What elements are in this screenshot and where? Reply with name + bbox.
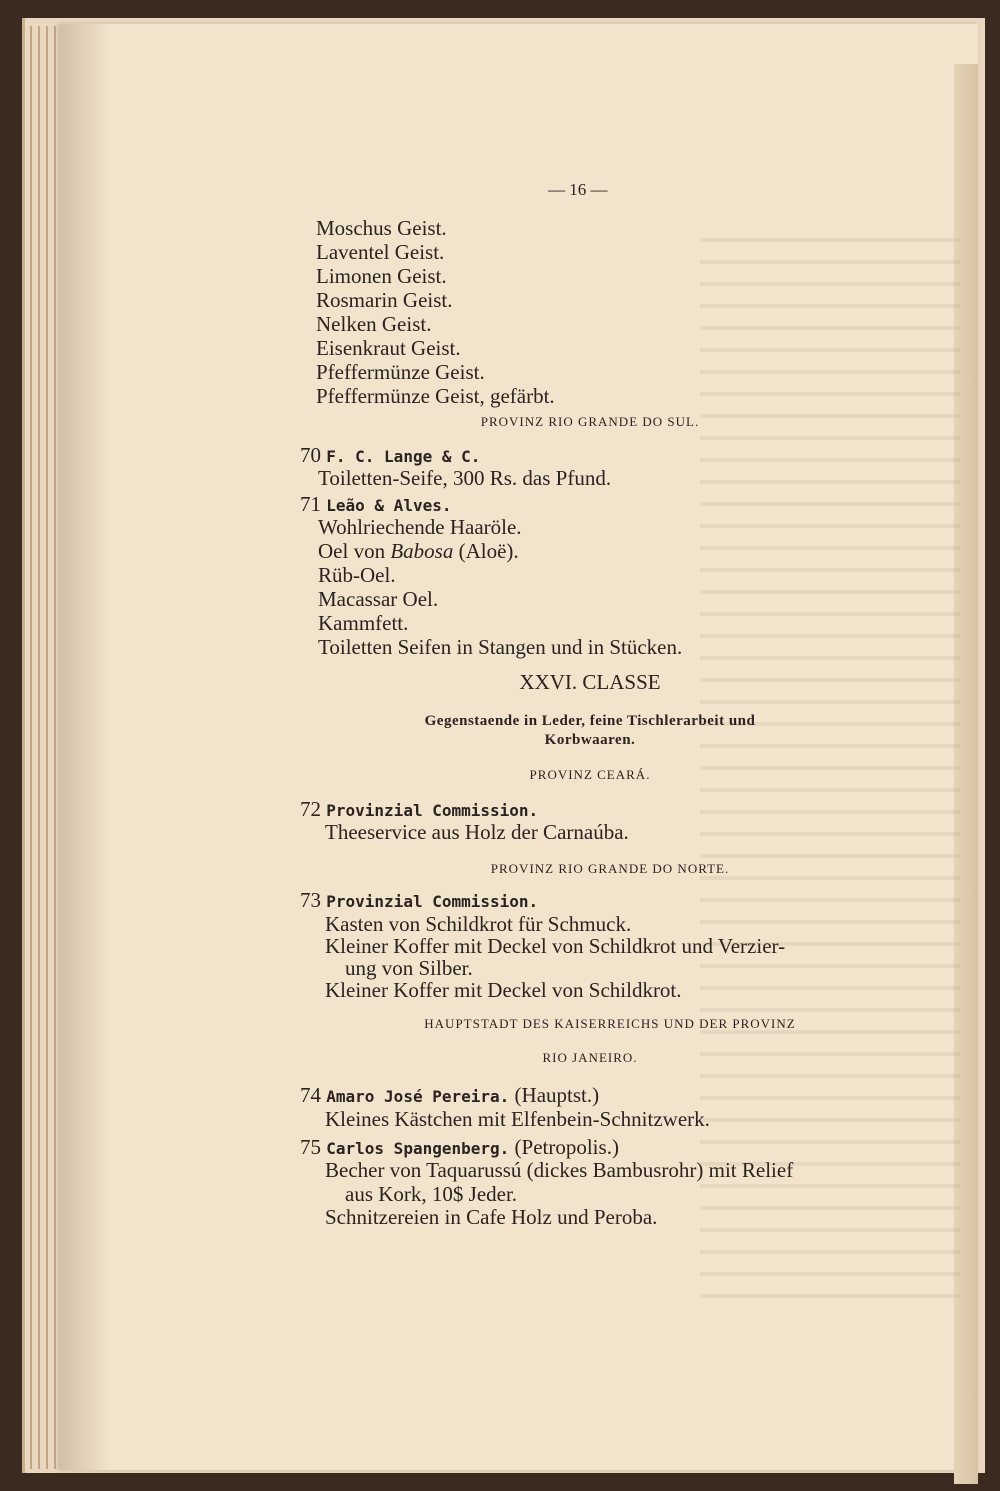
section-heading: PROVINZ RIO GRANDE DO SUL. [480, 414, 700, 429]
list-item: Pfeffermünze Geist, gefärbt. [316, 384, 555, 408]
entry-number: 73 [300, 888, 321, 912]
list-item: Limonen Geist. [316, 264, 447, 288]
entry-number: 71 [300, 492, 321, 516]
location: (Hauptst.) [509, 1083, 600, 1107]
classe-subtitle: Gegenstaende in Leder, feine Tischlerarbeit und [424, 713, 756, 729]
entry-line: Kleiner Koffer mit Deckel von Schildkrot und Verzier- [325, 934, 786, 958]
entry-line: Wohlriechende Haaröle. [318, 515, 522, 539]
list-item: Eisenkraut Geist. [316, 336, 461, 360]
entry-number: 70 [300, 443, 321, 467]
entry-heading [300, 888, 538, 914]
entry-line: Theeservice aus Holz der Carnaúba. [325, 820, 629, 844]
exhibitor-name: Leão & Alves. [326, 496, 452, 515]
entry-line: Becher von Taquarussú (dickes Bambusrohr) mit Relief [325, 1158, 794, 1182]
entry-line: Rüb-Oel. [318, 563, 396, 587]
entry-line [318, 539, 519, 563]
text-segment: (Aloë). [453, 539, 519, 563]
entry-number: 72 [300, 797, 321, 821]
text-segment: Oel von [318, 539, 391, 563]
entry-line: Schnitzereien in Cafe Holz und Peroba. [325, 1205, 658, 1229]
entry-line: Macassar Oel. [318, 587, 439, 611]
entry-line: Toiletten Seifen in Stangen und in Stücken. [318, 635, 683, 659]
entry-line: Kammfett. [318, 611, 409, 635]
italic-term: Babosa [390, 539, 454, 563]
exhibitor-name: Provinzial Commission. [326, 801, 539, 820]
list-item: Pfeffermünze Geist. [316, 360, 485, 384]
classe-title: XXVI. CLASSE [519, 670, 661, 694]
location: (Petropolis.) [509, 1135, 619, 1159]
section-heading: HAUPTSTADT DES KAISERREICHS UND DER PROVINZ [424, 1016, 796, 1031]
entry-line: Kleines Kästchen mit Elfenbein-Schnitzwerk. [325, 1107, 710, 1131]
section-heading: PROVINZ CEARÁ. [529, 767, 651, 782]
exhibitor-name: F. C. Lange & C. [326, 447, 481, 466]
exhibitor-name: Amaro José Pereira. [326, 1087, 510, 1106]
entry-line: Kleiner Koffer mit Deckel von Schildkrot. [325, 978, 682, 1002]
exhibitor-name: Provinzial Commission. [326, 892, 539, 911]
entry-number: 75 [300, 1135, 321, 1159]
page-number: — 16 — [548, 180, 608, 199]
entry-line: ung von Silber. [345, 956, 473, 980]
list-item: Rosmarin Geist. [316, 288, 453, 312]
entry-line: aus Kork, 10$ Jeder. [345, 1182, 518, 1206]
entry-line: Kasten von Schildkrot für Schmuck. [325, 912, 632, 936]
list-item: Laventel Geist. [316, 240, 445, 264]
entry-number: 74 [300, 1083, 321, 1107]
list-item: Nelken Geist. [316, 312, 432, 336]
exhibitor-name: Carlos Spangenberg. [326, 1139, 510, 1158]
section-heading: RIO JANEIRO. [542, 1050, 638, 1065]
section-heading: PROVINZ RIO GRANDE DO NORTE. [490, 861, 730, 876]
list-item: Moschus Geist. [316, 216, 447, 240]
entry-heading [300, 1083, 599, 1109]
entry-line: Toiletten-Seife, 300 Rs. das Pfund. [318, 466, 612, 490]
classe-subtitle: Korbwaaren. [544, 732, 636, 748]
